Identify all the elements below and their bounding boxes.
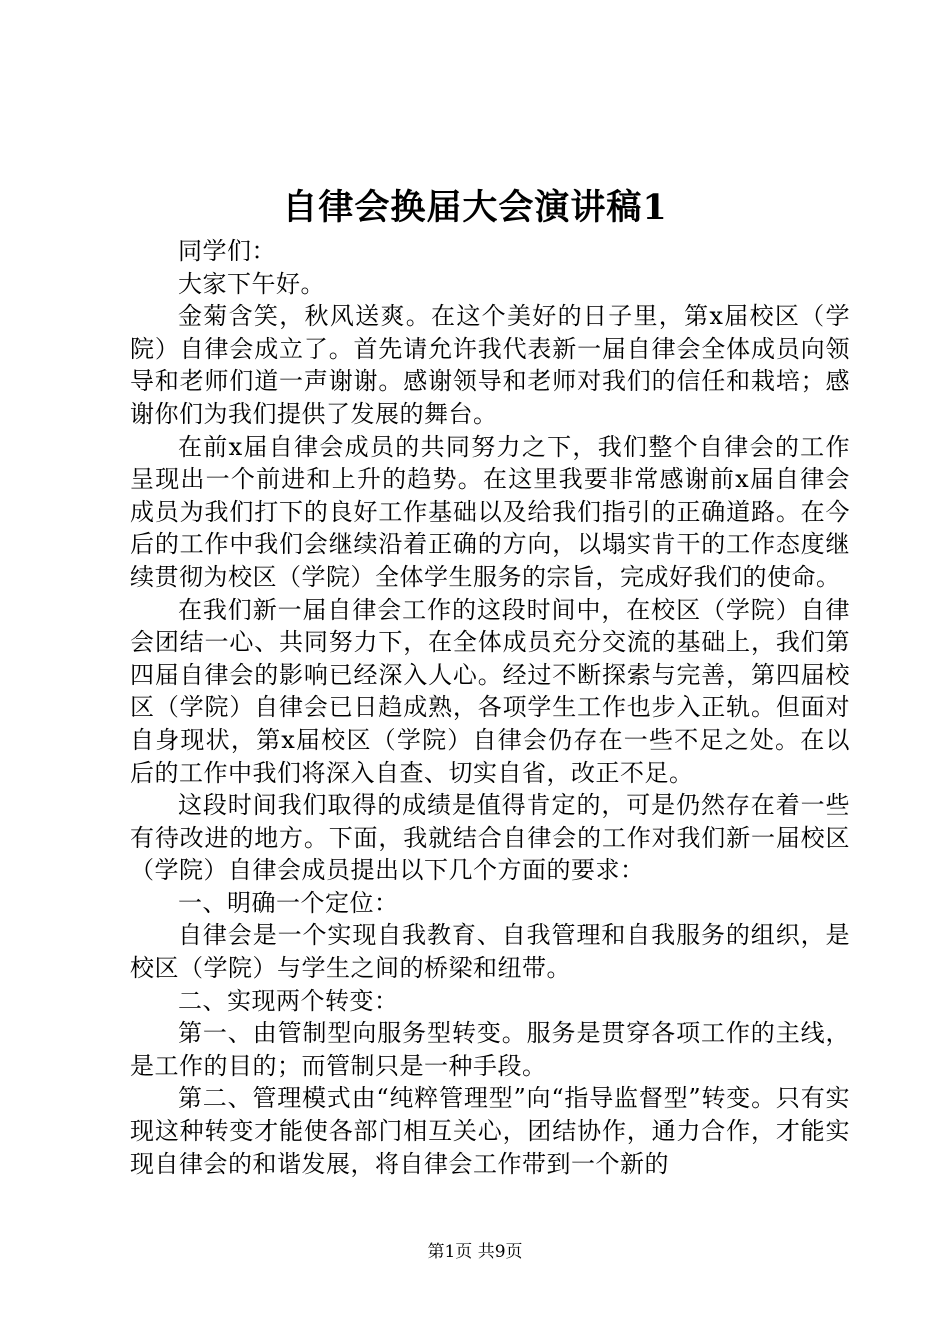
paragraph-requirements-intro: 这段时间我们取得的成绩是值得肯定的，可是仍然存在着一些有待改进的地方。下面，我就结合自律会的工作对我们新一届校区（学院）自律会成员提出以下几个方面的要求： [130,791,850,885]
page-footer: 第1页 共9页 [427,1242,523,1262]
paragraph-current-term: 在我们新一届自律会工作的这段时间中，在校区（学院）自律会团结一心、共同努力下，在全体成员充分交流的基础上，我们第四届自律会的影响已经深入人心。经过不断探索与完善，第四届校区（学院）自律会已日趋成熟，各项学生工作也步入正轨。但面对自身现状，第x届校区（学院）自律会仍存在一些不足之处。在以后的工作中我们将深入自查、切实自省，改正不足。 [130,595,850,787]
paragraph-positioning: 自律会是一个实现自我教育、自我管理和自我服务的组织，是校区（学院）与学生之间的桥梁和纽带。 [130,921,850,983]
document-title: 自律会换届大会演讲稿1 [282,187,668,228]
paragraph-opening: 金菊含笑，秋风送爽。在这个美好的日子里，第x届校区（学院）自律会成立了。首先请允许我代表新一届自律会全体成员向领导和老师们道一声谢谢。感谢领导和老师对我们的信任和栽培；感谢你们为我们提供了发展的舞台。 [130,302,850,428]
paragraph-greeting: 同学们： [178,237,276,265]
document-body [130,235,850,1180]
paragraph-previous-term: 在前x届自律会成员的共同努力之下，我们整个自律会的工作呈现出一个前进和上升的趋势。在这里我要非常感谢前x届自律会成员为我们打下的良好工作基础以及给我们指引的正确道路。在今后的工作中我们会继续沿着正确的方向，以塌实肯干的工作态度继续贯彻为校区（学院）全体学生服务的宗旨，完成好我们的使命。 [130,432,850,591]
paragraph-transition-two: 第二、管理模式由“纯粹管理型”向“指导监督型”转变。只有实现这种转变才能使各部门相互关心，团结协作，通力合作，才能实现自律会的和谐发展，将自律会工作带到一个新的 [130,1084,850,1178]
heading-one-positioning: 一、明确一个定位： [178,888,399,917]
paragraph-salutation: 大家下午好。 [178,269,325,298]
heading-two-transitions: 二、实现两个转变： [178,986,399,1015]
paragraph-transition-one: 第一、由管制型向服务型转变。服务是贯穿各项工作的主线，是工作的目的；而管制只是一种手段。 [130,1019,850,1080]
